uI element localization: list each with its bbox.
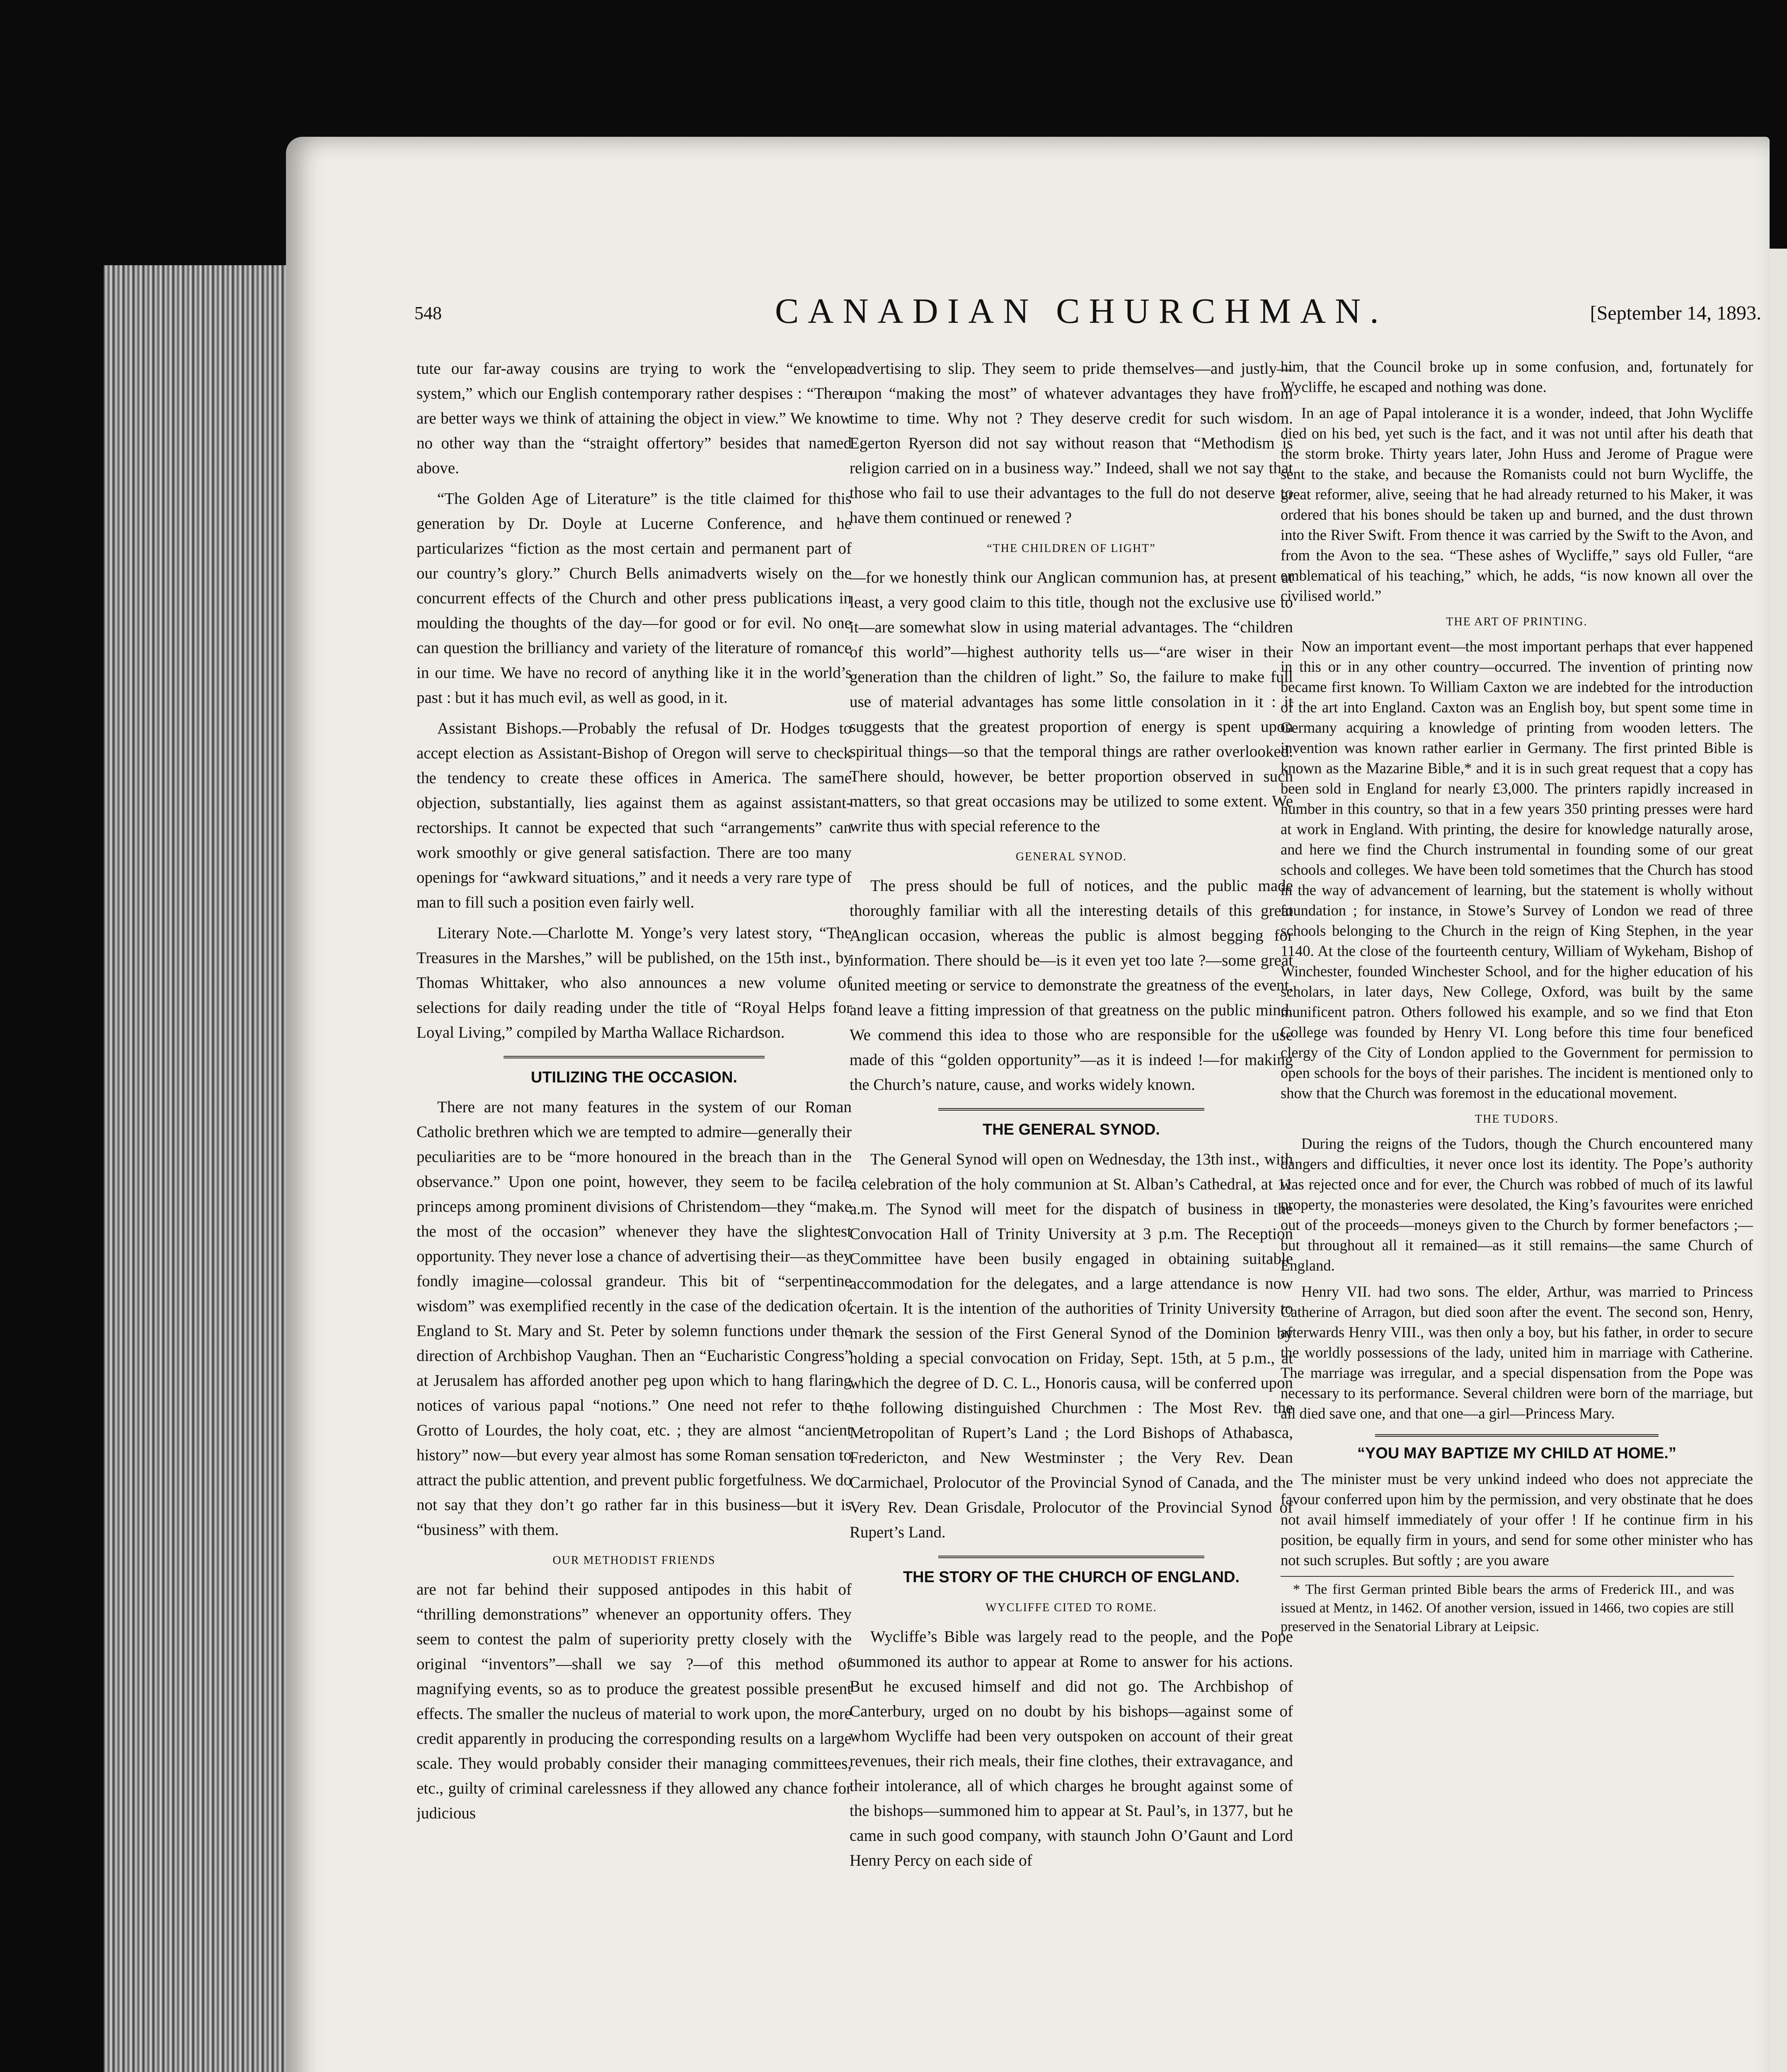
issue-date: [September 14, 1893. xyxy=(1590,302,1761,324)
masthead: CANADIAN CHURCHMAN. xyxy=(775,291,1388,331)
paragraph: Henry VII. had two sons. The elder, Arthur, was married to Princess Catherine of Arragon, but died soon after the event. The second son, Henry, afterwards Henry VIII., was then only a boy, but his father, in order to secure the worldly possessions of the lady, united him in marriage with Catherine. The marriage was irregular, and a special dispensation from the Pope was necessary to its performance. Several children were born of the marriage, but all died save one, and that one—a girl—Princess Mary. xyxy=(1281,1283,1753,1422)
paragraph: Wycliffe’s Bible was largely read to the people, and the Pope summoned its author to appear at Rome to answer for his actions. But he excused himself and did not go. The Archbishop of Canterbury, urged on no doubt by his bishops—against some of whom Wycliffe had been very outspoken on account of their great revenues, their rich meals, their fine clothes, their extravagance, and their intolerance, all of which charges he brought against some of the bishops—summoned him to appear at St. Paul’s, in 1377, but he came in such good company, with staunch John O’Gaunt and Lord Henry Percy on each side of xyxy=(850,1628,1293,1869)
footnote xyxy=(1281,1576,1734,1636)
article-headline: THE STORY OF THE CHURCH OF ENGLAND. xyxy=(903,1569,1240,1586)
column-1 xyxy=(416,356,852,2072)
paragraph: In an age of Papal intolerance it is a wonder, indeed, that John Wycliffe died on his bed, yet such is the fact, and it was not until after his death that the storm broke. Thirty years later, John Huss and Jerome of Prague were sent to the stake, and because the Romanists could not burn Wycliffe, the great reformer, alive, seeing that he had already returned to his Maker, it was ordered that his bones should be taken up and burned, and the dust thrown into the River Swift. From thence it was carried by the Swift to the Avon, and from the Avon to the sea. “These ashes of Wycliffe,” says old Fuller, “are emblematical of his teaching,” which, he adds, “is now known all over the civilised world.” xyxy=(1281,404,1753,604)
paragraph: tute our far-away cousins are trying to work the “envelope system,” which our English contemporary rather despises : “There are better ways we think of attaining the object in view.” We know no other way than the “straight offertory” besides that named above. xyxy=(416,360,852,477)
section-rule xyxy=(1375,1434,1659,1437)
paragraph: Literary Note.—Charlotte M. Yonge’s very latest story, “The Treasures in the Marshes,” will be published, on the 15th inst., by Thomas Whittaker, who also announces a new volume of selections for daily reading under the title of “Royal Helps for Loyal Living,” compiled by Martha Wallace Richardson. xyxy=(416,924,852,1041)
subheading: THE ART OF PRINTING. xyxy=(1446,615,1588,628)
column-3 xyxy=(1281,356,1753,2072)
column-2 xyxy=(850,356,1293,2072)
paragraph: Assistant Bishops.—Probably the refusal of Dr. Hodges to accept election as Assistant-Bishop of Oregon will serve to check the tendency to create these offices in America. The same objection, substantially, lies against them as against assistant-rectorships. It cannot be expected that such “arrangements” can work smoothly or give general satisfaction. There are too many openings for “awkward situations,” and it needs a very rare type of man to fill such a position even fairly well. xyxy=(416,719,852,911)
paragraph: Now an important event—the most important perhaps that ever happened in this or in any other country—occurred. The invention of printing now became first known. To William Caxton we are indebted for the introduction of the art into England. Caxton was an English boy, but spent some time in Germany acquiring a knowledge of printing from wooden letters. The invention was known rather earlier in Germany. The first printed Bible is known as the Mazarine Bible,* and it is in such great request that a copy has been sold in England for nearly £3,000. The printers rapidly increased in number in this country, so that in a few years 350 printing presses were hard at work in England. With printing, the desire for knowledge naturally arose, and here we find the Church instrumental in founding some of our great schools and colleges. We have been told sometimes that the Church has stood in the way of advancement of learning, but the statement is wholly without foundation ; for instance, in Stowe’s Survey of London we read of three schools belonging to the Church in the reign of King Stephen, in the year 1140. At the close of the fourteenth century, William of Wykeham, Bishop of Winchester, founded Winchester School, and for the higher education of his scholars, in later days, New College, Oxford, was built by the same munificent patron. Others followed his example, and so we find that Eton College was founded by Henry VI. Long before this time four beneficed clergy of the City of London applied to the Government for permission to open schools for the boys of their parishes. The incident is mentioned only to show that the Church was foremost in the educational movement. xyxy=(1281,638,1753,1101)
article-headline: UTILIZING THE OCCASION. xyxy=(530,1069,738,1086)
paragraph: advertising to slip. They seem to pride themselves—and justly—upon “making the most” of whatever advantages they have from time to time. Why not ? They deserve credit for such wisdom. Egerton Ryerson did not say without reason that “Methodism is religion carried on in a business way.” Indeed, shall we not say that those who fail to use their advantages to the full do not deserve to have them continued or renewed ? xyxy=(850,360,1293,527)
paragraph: The minister must be very unkind indeed who does not appreciate the favour conferred upon him by the permission, and very obstinate that he does not avail himself immediately of your offer ! If he continue firm in his position, be equally firm in yours, and send for some other minister who has not such scruples. But softly ; are you aware xyxy=(1281,1470,1753,1569)
paragraph: are not far behind their supposed antipodes in this habit of “thrilling demonstrations” whenever an opportunity offers. They seem to contest the palm of superiority pretty closely with the original “inventors”—shall we say ?—of this method of magnifying events, so as to produce the greatest possible present effects. The smaller the nucleus of material to work upon, the more credit apparently in producing the corresponding results on a large scale. They would probably consider their managing committees, etc., guilty of criminal carelessness if they allowed any chance for judicious xyxy=(416,1581,852,1822)
article-headline: “YOU MAY BAPTIZE MY CHILD AT HOME.” xyxy=(1357,1445,1676,1462)
paragraph: him, that the Council broke up in some confusion, and, fortunately for Wycliffe, he escaped and nothing was done. xyxy=(1281,358,1753,395)
paragraph: The press should be full of notices, and the public made thoroughly familiar with all the interesting details of this great Anglican occasion, whereas the public is almost begging for information. There should be—is it even yet too late ?—some great united meeting or service to demonstrate the greatness of the event, and leave a fitting impression of that greatness on the public mind. We commend this idea to those who are responsible for the use made of this “golden opportunity”—as it is indeed !—for making the Church’s nature, cause, and works widely known. xyxy=(850,877,1293,1094)
paragraph: —for we honestly think our Anglican communion has, at present at least, a very good claim to this title, though not the exclusive use to it—are somewhat slow in using material advantages. The “children of this world”—highest authority tells us—“are wiser in their generation than the children of light.” So, the failure to make full use of material advantages has some little consolation in it : it suggests that the greatest proportion of energy is spent upon spiritual things—so that the temporal things are rather overlooked. There should, however, be better proportion observed in such matters, so that great occasions may be utilized to some extent. We write thus with special reference to the xyxy=(850,569,1293,835)
book-page-edges xyxy=(104,265,303,2072)
footnote-text: * The first German printed Bible bears the arms of Frederick III., and was issued at Mentz, in 1462. Of another version, issued in 1466, two copies are still preserved in the Senatorial Library at Leipsic. xyxy=(1281,1582,1734,1634)
subheading: “THE CHILDREN OF LIGHT” xyxy=(987,542,1156,555)
section-rule xyxy=(938,1108,1204,1111)
subheading: GENERAL SYNOD. xyxy=(1015,850,1127,863)
paragraph: The General Synod will open on Wednesday, the 13th inst., with a celebration of the holy communion at St. Alban’s Cathedral, at 11 a.m. The Synod will meet for the dispatch of business in the Convocation Hall of Trinity University at 3 p.m. The Reception Committee have been busily engaged in obtaining suitable accommodation for the delegates, and a large attendance is now certain. It is the intention of the authorities of Trinity University to mark the session of the First General Synod of the Dominion by holding a special convocation on Friday, Sept. 15th, at 5 p.m., at which the degree of D. C. L., Honoris causa, will be conferred upon the following distinguished Churchmen : The Most Rev. the Metropolitan of Rupert’s Land ; the Lord Bishops of Athabasca, Fredericton, and New Westminster ; the Very Rev. Dean Carmichael, Prolocutor of the Provincial Synod of Canada, and the Very Rev. Dean Grisdale, Prolocutor of the Provincial Synod of Rupert’s Land. xyxy=(850,1150,1293,1541)
subheading: OUR METHODIST FRIENDS xyxy=(552,1554,716,1567)
subheading: WYCLIFFE CITED TO ROME. xyxy=(986,1601,1157,1614)
paragraph: “The Golden Age of Literature” is the title claimed for this generation by Dr. Doyle at Lucerne Conference, and he particularizes “fiction as the most certain and permanent part of our country’s glory.” Church Bells animadverts wisely on the concurrent effects of the Church and other press publications in moulding the thoughts of the day—for good or for evil. No one can question the brilliancy and variety of the literature of romance in our time. We have no record of anything like it in the world’s past : but it has much evil, as well as good, in it. xyxy=(416,490,852,707)
paragraph: There are not many features in the system of our Roman Catholic brethren which we are tempted to admire—generally their peculiarities are to be “more honoured in the breach than in the observance.” Upon one point, however, they seem to be facile princeps among prominent divisions of Christendom—they “make the most of the occasion” whenever they have the slightest opportunity. They never lose a chance of advertising their—as they fondly imagine—colossal grandeur. This bit of “serpentine wisdom” was exemplified recently in the case of the dedication of England to St. Mary and St. Peter by solemn functions under the direction of Archbishop Vaughan. Then an “Eucharistic Congress” at Jerusalem has afforded another peg upon which to hang flaring notices of various papal “notions.” One need not refer to the Grotto of Lourdes, the holy coat, etc. ; they are almost “ancient history” now—but every year almost has some Roman sensation to attract the public attention, and prevent public forgetfulness. We do not say that they don’t go rather far in this business—but it is “business” with them. xyxy=(416,1098,852,1539)
paragraph: During the reigns of the Tudors, though the Church encountered many dangers and difficulties, it never once lost its identity. The Pope’s authority was rejected once and for ever, the Church was robbed of much of its lawful property, the monasteries were desolated, the King’s favourites were enriched out of the proceeds—moneys given to the Church by former benefactors ;—but throughout all it remained—as it still remains—the same Church of England. xyxy=(1281,1135,1753,1274)
facing-page-edge xyxy=(1770,249,1787,2072)
subheading: THE TUDORS. xyxy=(1475,1113,1559,1126)
page-number: 548 xyxy=(414,303,442,323)
page-header xyxy=(414,290,1761,336)
article-headline: THE GENERAL SYNOD. xyxy=(983,1121,1160,1138)
section-rule xyxy=(938,1556,1204,1558)
section-rule xyxy=(504,1056,765,1058)
